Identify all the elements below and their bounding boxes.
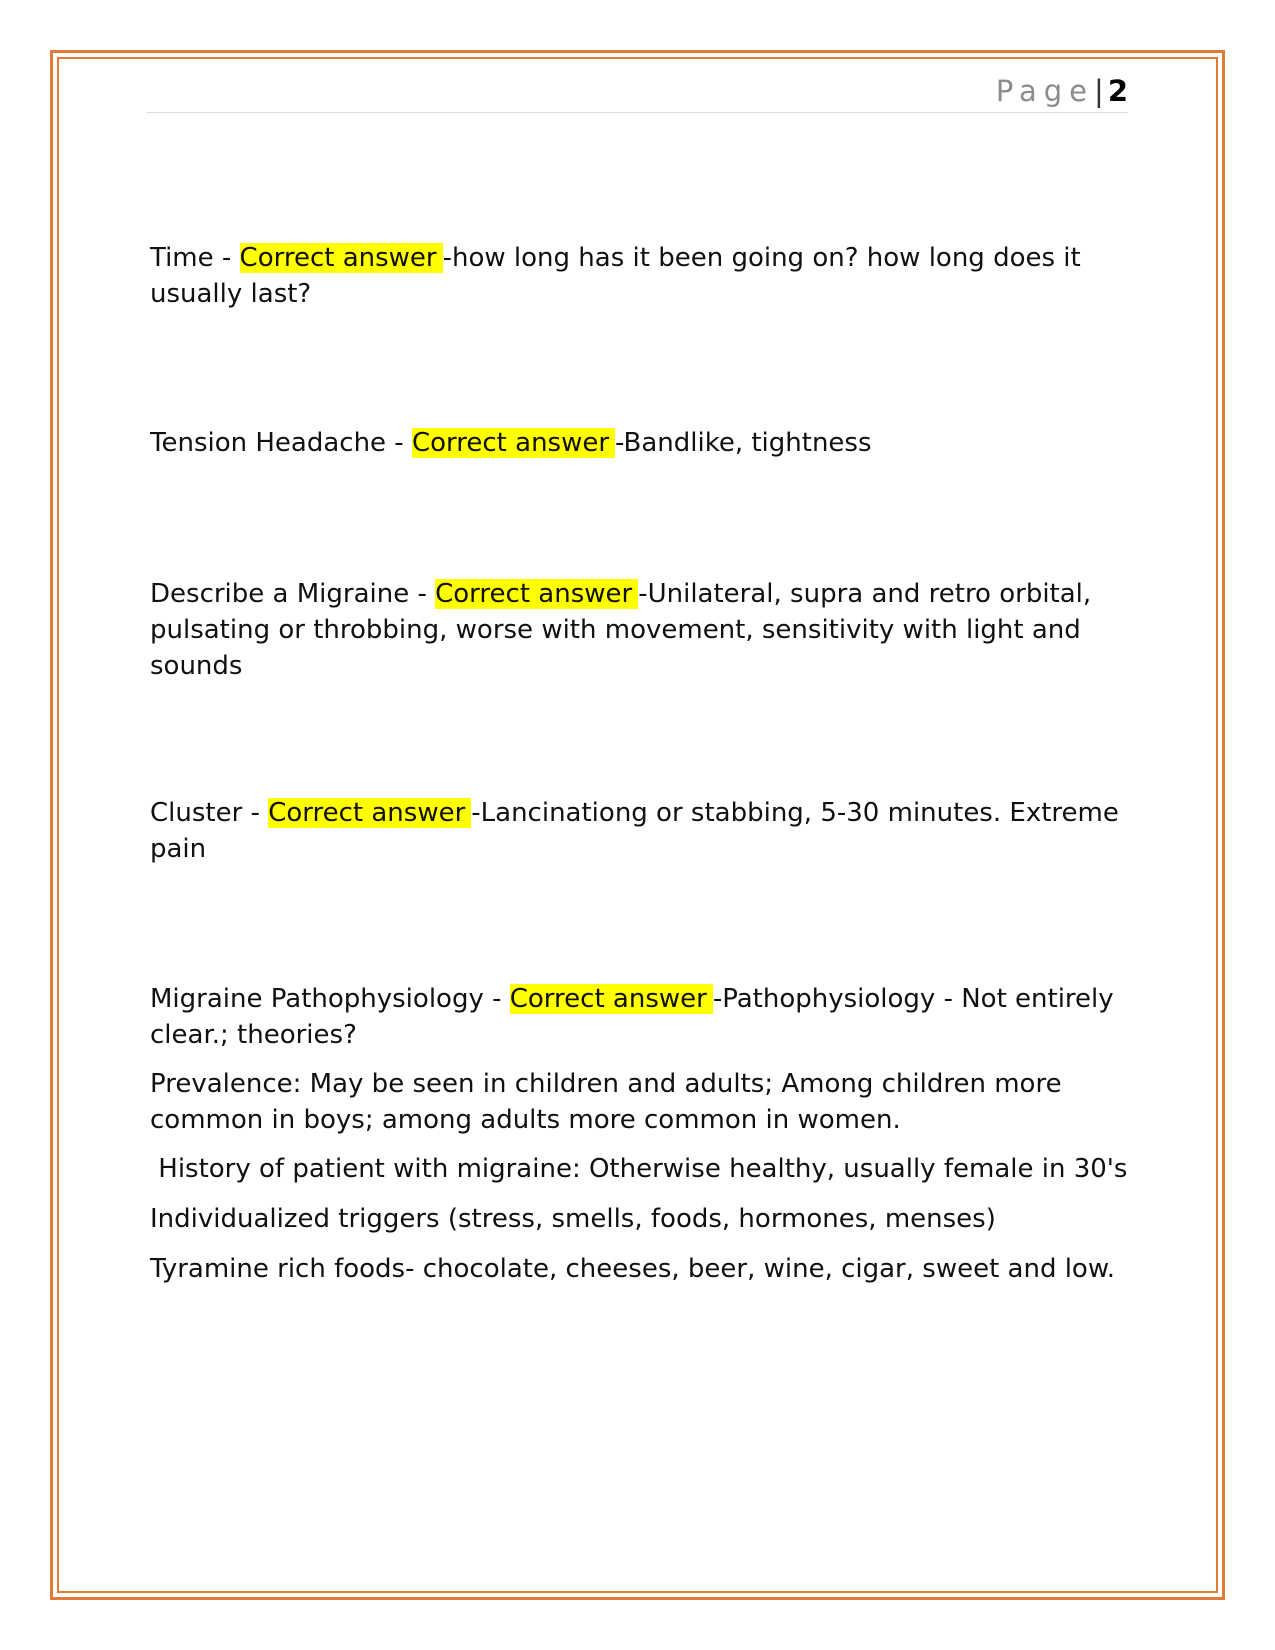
entry-term: Time - — [150, 243, 240, 273]
entry-answer: -Unilateral, supra and retro orbital, pulsating or throbbing, worse with movement, sensitivity with light and sounds — [150, 579, 1092, 681]
correct-answer-highlight: Correct answer — [435, 579, 638, 609]
entry-answer: -how long has it been going on? how long does it usually last? — [150, 243, 1081, 309]
qa-entry-time — [150, 240, 1130, 312]
qa-entry-describe-migraine — [150, 576, 1130, 684]
entry-term: Migraine Pathophysiology - — [150, 984, 510, 1014]
note-tyramine-foods: Tyramine rich foods- chocolate, cheeses, beer, wine, cigar, sweet and low. — [150, 1254, 1115, 1284]
correct-answer-highlight: Correct answer — [412, 428, 615, 458]
entry-answer: -Pathophysiology - Not entirely clear.; theories? — [150, 984, 1114, 1050]
qa-entry-migraine-pathophysiology — [150, 981, 1130, 1053]
correct-answer-highlight: Correct answer — [268, 798, 471, 828]
page-number-label — [996, 74, 1128, 108]
page-number: 2 — [1107, 74, 1128, 108]
correct-answer-highlight: Correct answer — [510, 984, 713, 1014]
page-separator: | — [1094, 74, 1104, 108]
entry-term: Tension Headache - — [150, 428, 412, 458]
entry-term: Describe a Migraine - — [150, 579, 436, 609]
page-header — [147, 72, 1128, 113]
entry-term: Cluster - — [150, 798, 269, 828]
qa-entry-cluster — [150, 795, 1130, 867]
note-triggers: Individualized triggers (stress, smells, foods, hormones, menses) — [150, 1204, 996, 1234]
entry-answer: -Lancinationg or stabbing, 5-30 minutes. Extreme pain — [150, 798, 1119, 864]
correct-answer-highlight: Correct answer — [240, 243, 443, 273]
note-prevalence: Prevalence: May be seen in children and adults; Among children more common in boys; among adults more common in women. — [150, 1069, 1062, 1135]
entry-answer: -Bandlike, tightness — [615, 428, 872, 458]
page-word: Page — [995, 74, 1095, 108]
note-patient-history: History of patient with migraine: Otherwise healthy, usually female in 30's — [150, 1154, 1128, 1184]
qa-entry-tension-headache — [150, 425, 1130, 461]
